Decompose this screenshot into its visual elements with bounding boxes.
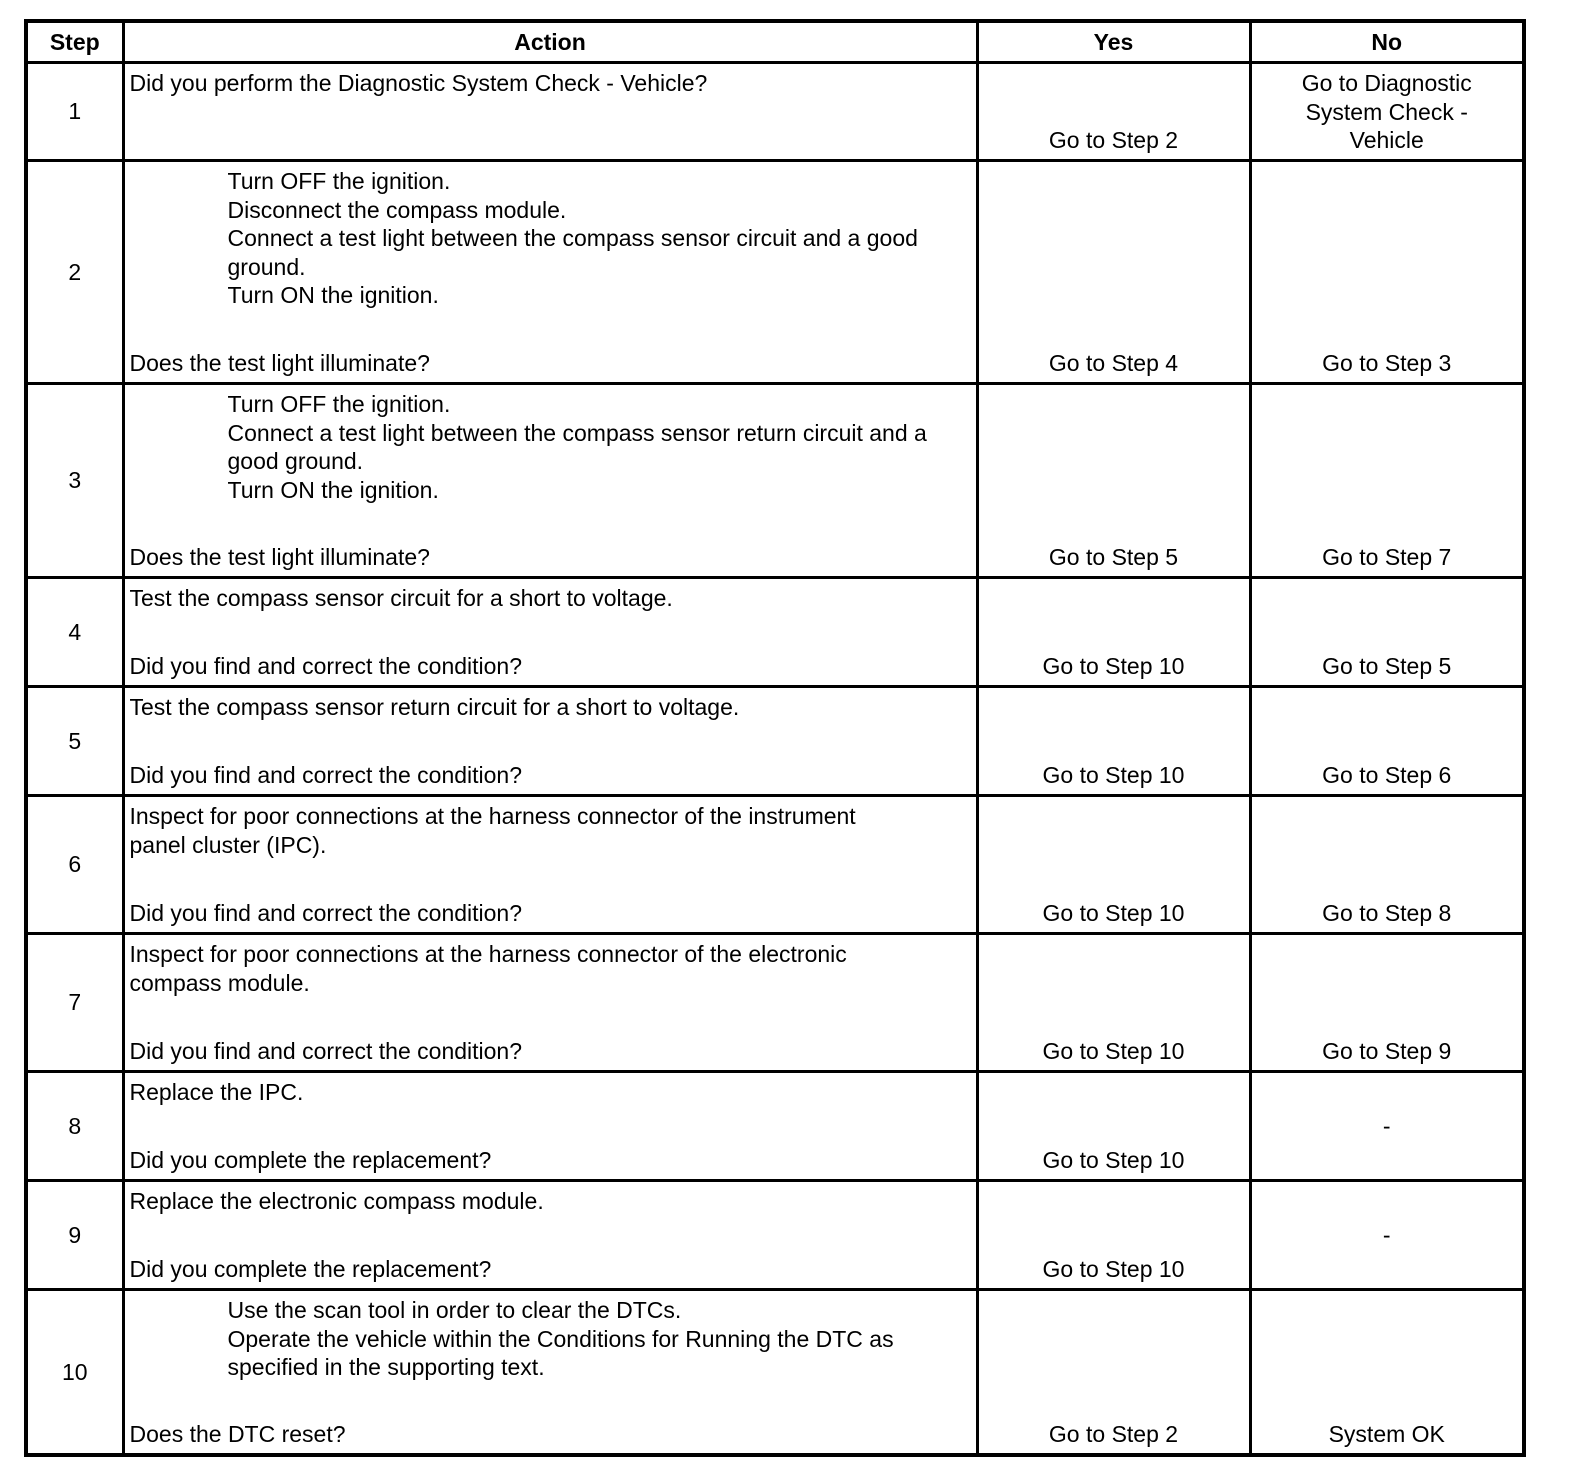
step-number: 6 [26,796,123,934]
action-line: Turn OFF the ignition. [227,391,451,417]
yes-cell: Go to Step 4 [977,161,1250,384]
action-line: Replace the electronic compass module. [129,1188,544,1214]
yes-cell: Go to Step 10 [977,687,1250,796]
no-cell: Go to Step 3 [1250,161,1524,384]
step-number: 2 [26,161,123,384]
header-yes: Yes [977,21,1250,63]
table-row [26,578,1524,687]
action-question: Did you find and correct the condition? [129,652,523,679]
action-cell [123,1290,977,1456]
no-cell: - [1250,1181,1524,1290]
action-cell [123,1181,977,1290]
action-question: Does the test light illuminate? [129,543,430,570]
action-line: Inspect for poor connections at the harness connector of the instrument panel cluster (IPC). [129,803,856,858]
no-cell: - [1250,1072,1524,1181]
step-number: 4 [26,578,123,687]
action-cell [123,934,977,1072]
yes-cell: Go to Step 10 [977,1181,1250,1290]
table-row [26,934,1524,1072]
step-number: 9 [26,1181,123,1290]
yes-cell: Go to Step 10 [977,934,1250,1072]
table-row [26,687,1524,796]
action-line: Use the scan tool in order to clear the DTCs. [227,1297,682,1323]
action-line: Test the compass sensor return circuit for a short to voltage. [129,694,740,720]
table-row [26,1181,1524,1290]
no-cell [1250,63,1524,161]
action-line: Replace the IPC. [129,1079,304,1105]
action-cell [123,578,977,687]
no-cell: Go to Step 9 [1250,934,1524,1072]
yes-cell: Go to Step 5 [977,384,1250,578]
table-row [26,161,1524,384]
action-question: Does the test light illuminate? [129,349,430,376]
table-row [26,1072,1524,1181]
yes-cell: Go to Step 2 [977,1290,1250,1456]
yes-cell: Go to Step 10 [977,1072,1250,1181]
step-number: 7 [26,934,123,1072]
action-cell [123,796,977,934]
step-number: 5 [26,687,123,796]
action-line: Turn OFF the ignition. [227,168,451,194]
action-cell [123,1072,977,1181]
yes-cell: Go to Step 10 [977,578,1250,687]
action-question: Does the DTC reset? [129,1420,346,1447]
action-line: Test the compass sensor circuit for a short to voltage. [129,585,673,611]
no-cell: Go to Step 7 [1250,384,1524,578]
diagnostic-table [24,19,1526,1457]
action-cell [123,63,977,161]
no-cell: Go to Step 5 [1250,578,1524,687]
no-cell: Go to Step 8 [1250,796,1524,934]
no-cell: Go to Step 6 [1250,687,1524,796]
action-line: Turn ON the ignition. [227,282,439,308]
action-question: Did you find and correct the condition? [129,899,523,926]
header-action: Action [123,21,977,63]
action-question: Did you find and correct the condition? [129,1037,523,1064]
action-line: Operate the vehicle within the Conditions for Running the DTC as specified in the supporting text. [227,1325,894,1380]
no-text: Go to Diagnostic System Check - Vehicle [1301,70,1472,153]
step-number: 8 [26,1072,123,1181]
action-question: Did you find and correct the condition? [129,761,523,788]
table-row [26,796,1524,934]
action-cell [123,687,977,796]
step-number: 10 [26,1290,123,1456]
table-row [26,1290,1524,1456]
action-line: Connect a test light between the compass sensor return circuit and a good ground. [227,419,927,474]
action-line: Did you perform the Diagnostic System Check - Vehicle? [129,70,708,96]
table-row [26,63,1524,161]
header-step: Step [26,21,123,63]
header-no: No [1250,21,1524,63]
header-row [26,21,1524,63]
table-row [26,384,1524,578]
no-cell: System OK [1250,1290,1524,1456]
action-question: Did you complete the replacement? [129,1255,492,1282]
action-line: Connect a test light between the compass sensor circuit and a good ground. [227,225,918,280]
yes-cell: Go to Step 2 [977,63,1250,161]
step-number: 1 [26,63,123,161]
step-number: 3 [26,384,123,578]
action-line: Turn ON the ignition. [227,476,439,503]
action-line: Inspect for poor connections at the harness connector of the electronic compass module. [129,941,847,996]
action-cell [123,384,977,578]
yes-cell: Go to Step 10 [977,796,1250,934]
action-cell [123,161,977,384]
action-question: Did you complete the replacement? [129,1146,492,1173]
action-line: Disconnect the compass module. [227,196,567,223]
